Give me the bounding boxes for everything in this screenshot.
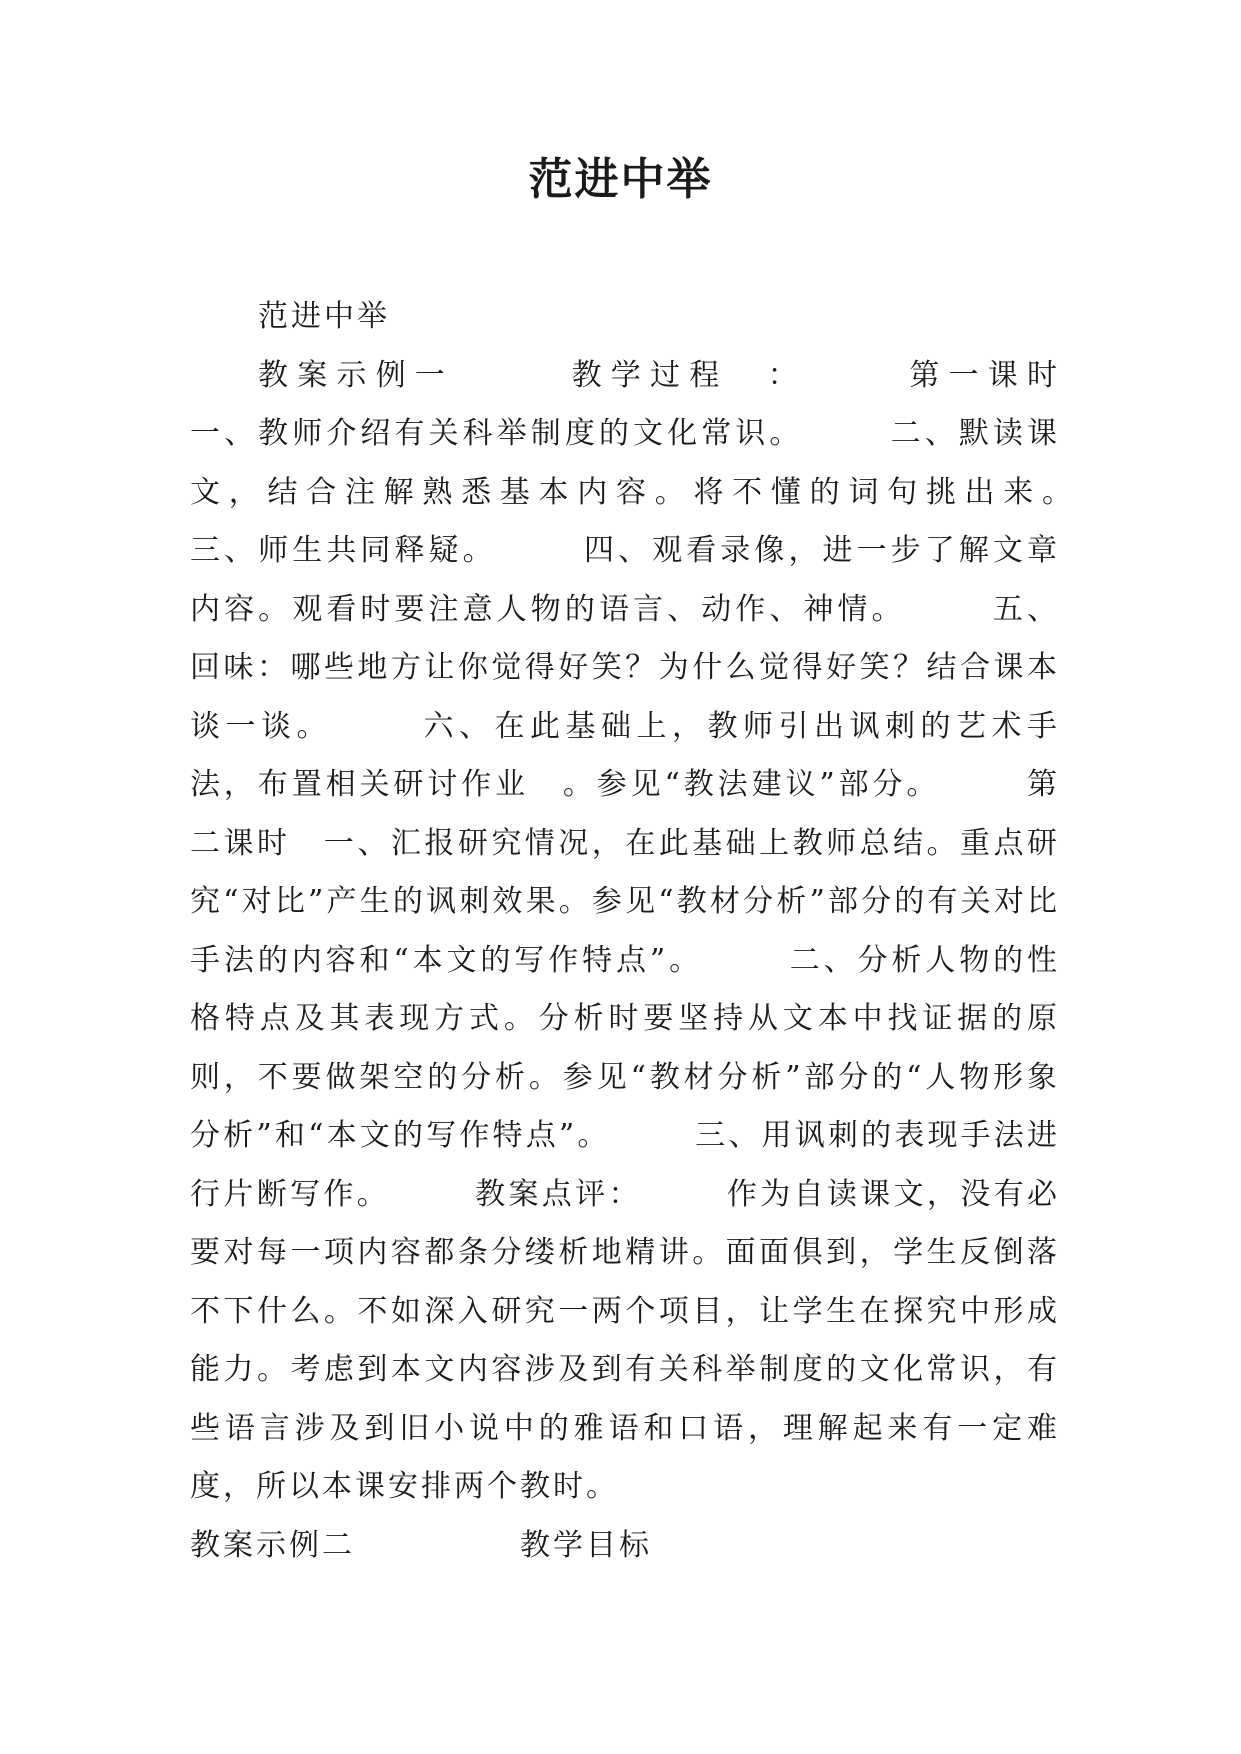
- document-body: [190, 288, 1159, 1575]
- lesson-plan-paragraph: 教案示例一 教学过程 ： 第一课时 一、教师介绍有关科举制度的文化常识。 二、默读课文，结合注解熟悉基本内容。将不懂的词句挑出来。 三、师生共同释疑。 四、观看录像，进一步了解文章内容。观看时要注意人物的语言、动作、神情。 五、回味：哪些地方让你觉得好笑？为什么觉得好笑？结合课本谈一谈。 六、在此基础上，教师引出讽刺的艺术手法，布置相关研讨作业 。参见“教法建议”部分。 第二课时 一、汇报研究情况，在此基础上教师总结。重点研究“对比”产生的讽刺效果。参见“教材分析”部分的有关对比手法的内容和“本文的写作特点”。 二、分析人物的性格特点及其表现方式。分析时要坚持从文本中找证据的原则，不要做架空的分析。参见“教材分析”部分的“人物形象分析”和“本文的写作特点”。 三、用讽刺的表现手法进行片断写作。 教案点评： 作为自读课文，没有必要对每一项内容都条分缕析地精讲。面面俱到，学生反倒落不下什么。不如深入研究一两个项目，让学生在探究中形成能力。考虑到本文内容涉及到有关科举制度的文化常识，有些语言涉及到旧小说中的雅语和口语，理解起来有一定难度，所以本课安排两个教时。: [190, 357, 1159, 1504]
- document-title: 范进中举: [528, 154, 713, 205]
- document-subtitle: 范进中举: [258, 299, 390, 334]
- lesson-plan-two-heading: 教案示例二 教学目标: [190, 1527, 652, 1563]
